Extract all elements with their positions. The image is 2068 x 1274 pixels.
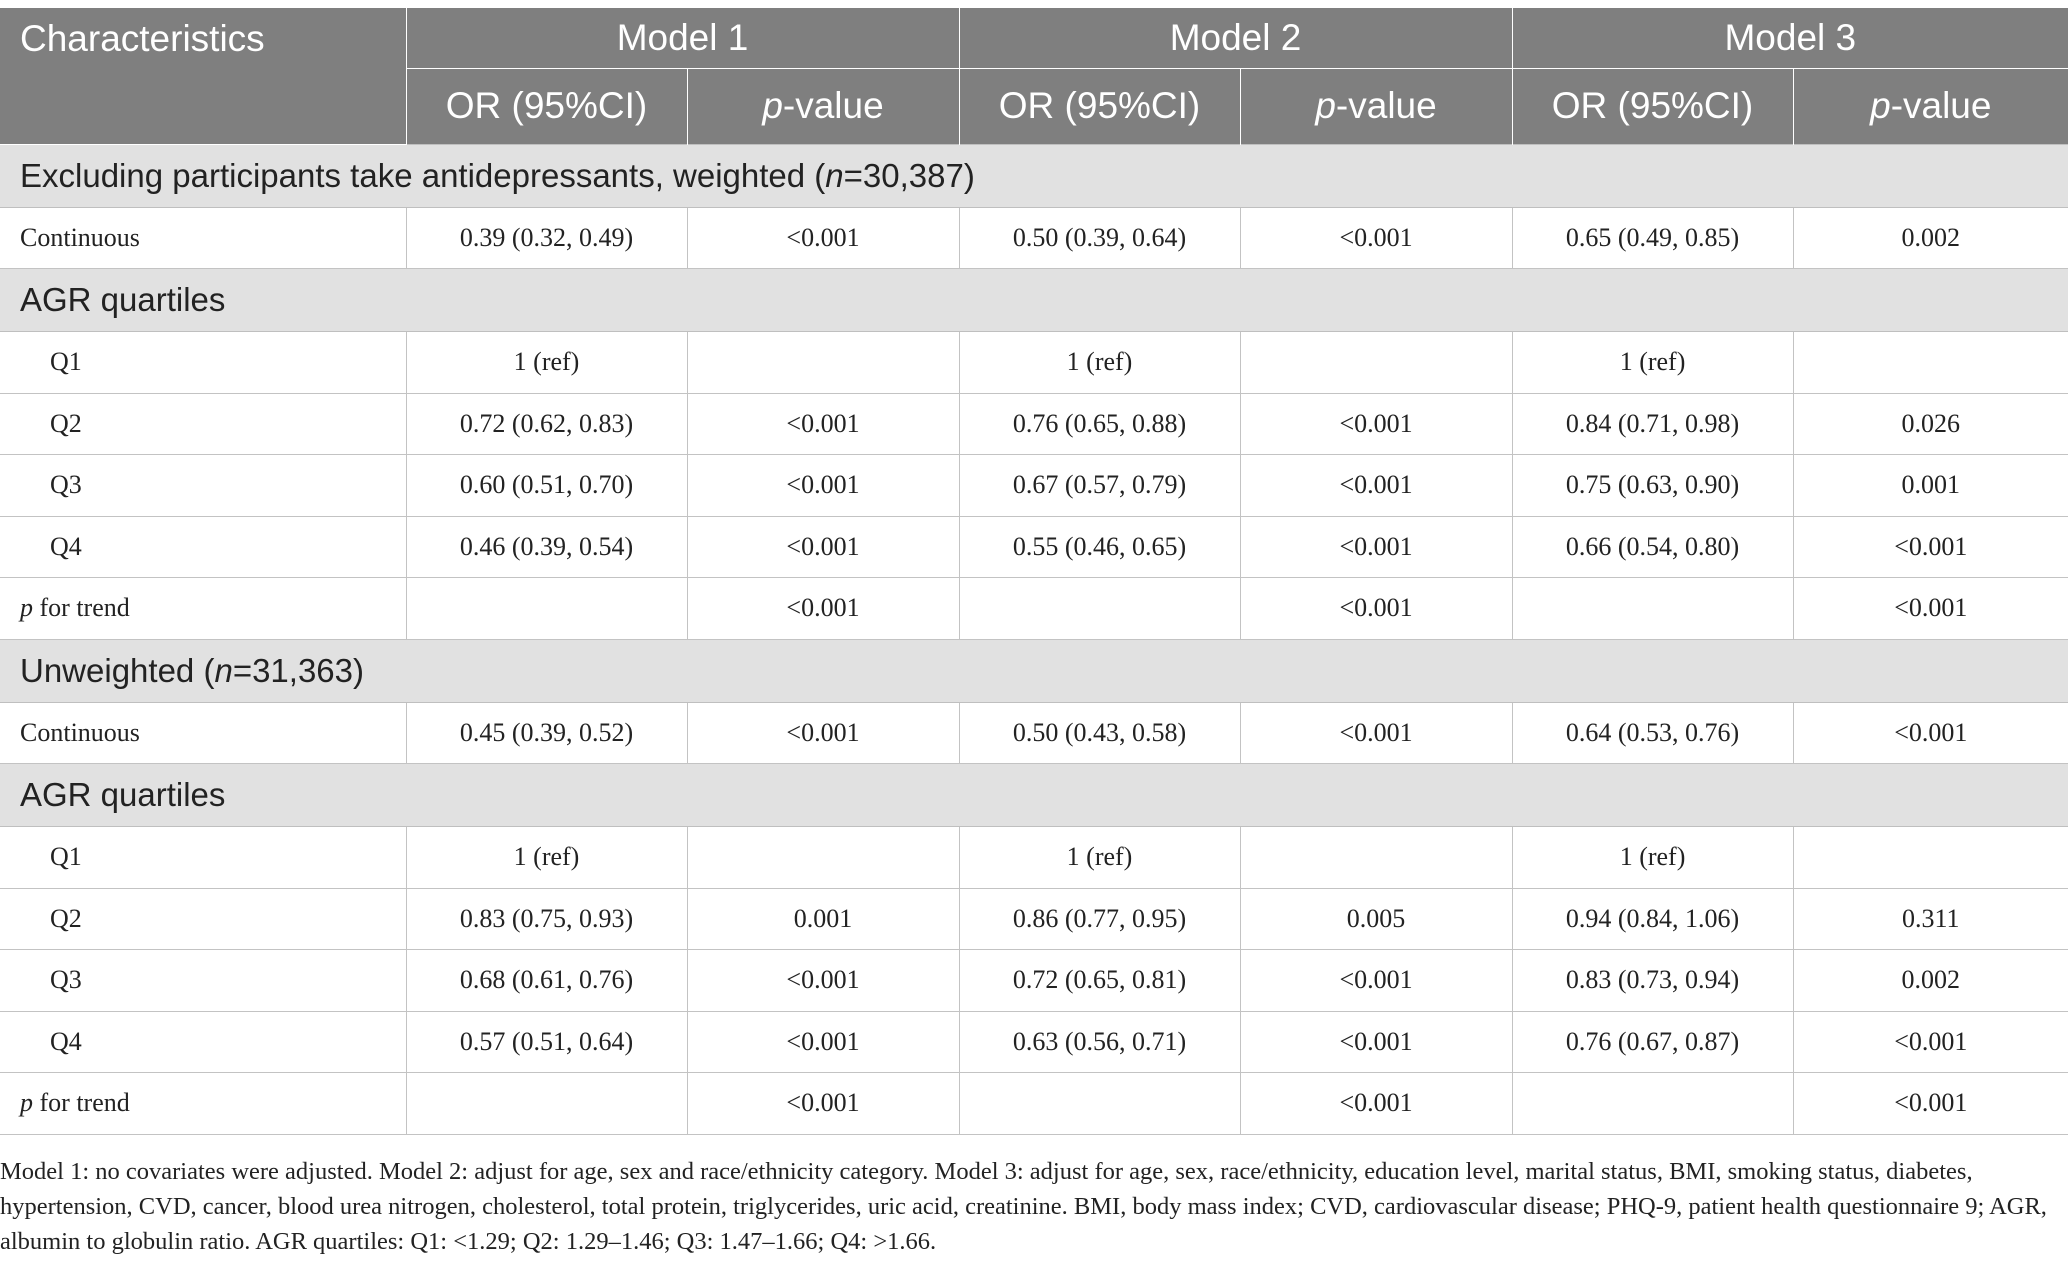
- quartiles-title: AGR quartiles: [0, 764, 2068, 827]
- table-cell: <0.001: [687, 393, 959, 455]
- p-value-header: p-value: [687, 68, 959, 144]
- table-cell: 0.64 (0.53, 0.76): [1512, 702, 1793, 764]
- table-cell: 0.84 (0.71, 0.98): [1512, 393, 1793, 455]
- table-row: [0, 888, 2068, 950]
- or-header: OR (95%CI): [406, 68, 687, 144]
- table-cell: <0.001: [687, 578, 959, 640]
- table-cell: <0.001: [687, 516, 959, 578]
- row-label: Q4: [0, 1011, 406, 1073]
- table-cell: 0.72 (0.62, 0.83): [406, 393, 687, 455]
- table-cell: 0.005: [1240, 888, 1512, 950]
- table-cell: <0.001: [1793, 702, 2068, 764]
- table-cell: 0.57 (0.51, 0.64): [406, 1011, 687, 1073]
- table-cell: 0.68 (0.61, 0.76): [406, 950, 687, 1012]
- model-1-header: Model 1: [406, 8, 959, 68]
- table-cell: <0.001: [1793, 1073, 2068, 1135]
- table-cell: 0.76 (0.67, 0.87): [1512, 1011, 1793, 1073]
- row-label: Q1: [0, 332, 406, 394]
- table-cell: [1240, 332, 1512, 394]
- table-cell: <0.001: [1240, 950, 1512, 1012]
- table-cell: 0.72 (0.65, 0.81): [959, 950, 1240, 1012]
- table-cell: <0.001: [1793, 516, 2068, 578]
- table-cell: <0.001: [1240, 1073, 1512, 1135]
- table-cell: <0.001: [1240, 516, 1512, 578]
- model-3-header: Model 3: [1512, 8, 2068, 68]
- row-label: Q1: [0, 827, 406, 889]
- table-cell: <0.001: [1240, 455, 1512, 517]
- table-cell: 1 (ref): [959, 827, 1240, 889]
- table-cell: <0.001: [1240, 1011, 1512, 1073]
- table-cell: 0.39 (0.32, 0.49): [406, 207, 687, 269]
- table-cell: <0.001: [687, 207, 959, 269]
- table-cell: 0.86 (0.77, 0.95): [959, 888, 1240, 950]
- table-row: [0, 393, 2068, 455]
- table-cell: [1512, 578, 1793, 640]
- table-cell: 0.50 (0.43, 0.58): [959, 702, 1240, 764]
- table-cell: 0.001: [1793, 455, 2068, 517]
- table-cell: [406, 578, 687, 640]
- table-row: [0, 455, 2068, 517]
- table-cell: [406, 1073, 687, 1135]
- table-cell: <0.001: [1793, 1011, 2068, 1073]
- or-header: OR (95%CI): [959, 68, 1240, 144]
- row-label: Q3: [0, 455, 406, 517]
- table-cell: <0.001: [687, 1073, 959, 1135]
- section-header-row: [0, 144, 2068, 207]
- table-cell: 0.83 (0.73, 0.94): [1512, 950, 1793, 1012]
- table-cell: <0.001: [1240, 702, 1512, 764]
- results-table: [0, 8, 2068, 1135]
- table-row: [0, 827, 2068, 889]
- table-cell: 0.55 (0.46, 0.65): [959, 516, 1240, 578]
- table-cell: 0.94 (0.84, 1.06): [1512, 888, 1793, 950]
- quartiles-header-row: [0, 269, 2068, 332]
- row-label: Continuous: [0, 207, 406, 269]
- table-cell: 0.83 (0.75, 0.93): [406, 888, 687, 950]
- table-row: [0, 516, 2068, 578]
- table-cell: [959, 1073, 1240, 1135]
- table-cell: 0.45 (0.39, 0.52): [406, 702, 687, 764]
- table-cell: <0.001: [687, 702, 959, 764]
- table-cell: 1 (ref): [1512, 827, 1793, 889]
- table-cell: 1 (ref): [1512, 332, 1793, 394]
- table-row: [0, 332, 2068, 394]
- table-footnote: Model 1: no covariates were adjusted. Model 2: adjust for age, sex and race/ethnicity category. Model 3: adjust for age, sex, race/ethnicity, education level, marital status, BMI, smoking status, diabetes, hypertension, CVD, cancer, blood urea nitrogen, cholesterol, total protein, triglycerides, uric acid, creatinine. BMI, body mass index; CVD, cardiovascular disease; PHQ-9, patient health questionnaire 9; AGR, albumin to globulin ratio. AGR quartiles: Q1: <1.29; Q2: 1.29–1.46; Q3: 1.47–1.66; Q4: >1.66.: [0, 1158, 2047, 1255]
- table-cell: [1512, 1073, 1793, 1135]
- table-cell: 0.75 (0.63, 0.90): [1512, 455, 1793, 517]
- p-value-header: p-value: [1240, 68, 1512, 144]
- table-cell: 0.026: [1793, 393, 2068, 455]
- quartiles-header-row: [0, 764, 2068, 827]
- table-cell: 1 (ref): [406, 827, 687, 889]
- model-2-header: Model 2: [959, 8, 1512, 68]
- table-cell: 0.63 (0.56, 0.71): [959, 1011, 1240, 1073]
- table-row-continuous: [0, 702, 2068, 764]
- row-label: Q4: [0, 516, 406, 578]
- table-cell: [1240, 827, 1512, 889]
- table-cell: [687, 827, 959, 889]
- table-cell: 0.001: [687, 888, 959, 950]
- section-title: Excluding participants take antidepressants, weighted (n=30,387): [0, 144, 2068, 207]
- table-cell: 0.66 (0.54, 0.80): [1512, 516, 1793, 578]
- table-cell: [687, 332, 959, 394]
- table-row-trend: [0, 1073, 2068, 1135]
- table-cell: 0.311: [1793, 888, 2068, 950]
- table-cell: 1 (ref): [406, 332, 687, 394]
- header-row-models: [0, 8, 2068, 68]
- table-cell: 0.76 (0.65, 0.88): [959, 393, 1240, 455]
- table-cell: [1793, 332, 2068, 394]
- table-row: [0, 950, 2068, 1012]
- table-cell: <0.001: [687, 455, 959, 517]
- section-header-row: [0, 639, 2068, 702]
- table-cell: 0.60 (0.51, 0.70): [406, 455, 687, 517]
- quartiles-title: AGR quartiles: [0, 269, 2068, 332]
- table-cell: [1793, 827, 2068, 889]
- row-label: Continuous: [0, 702, 406, 764]
- table-cell: 0.65 (0.49, 0.85): [1512, 207, 1793, 269]
- table-cell: 0.002: [1793, 950, 2068, 1012]
- table-cell: 0.67 (0.57, 0.79): [959, 455, 1240, 517]
- table-cell: 0.50 (0.39, 0.64): [959, 207, 1240, 269]
- characteristics-header: Characteristics: [0, 8, 406, 144]
- section-title: Unweighted (n=31,363): [0, 639, 2068, 702]
- table-body: [0, 144, 2068, 1134]
- table-row-trend: [0, 578, 2068, 640]
- table-cell: <0.001: [1240, 207, 1512, 269]
- table-cell: <0.001: [687, 1011, 959, 1073]
- row-label: p for trend: [0, 578, 406, 640]
- table-cell: <0.001: [1793, 578, 2068, 640]
- table-cell: [959, 578, 1240, 640]
- p-value-header: p-value: [1793, 68, 2068, 144]
- table-row: [0, 1011, 2068, 1073]
- row-label: Q3: [0, 950, 406, 1012]
- table-cell: 1 (ref): [959, 332, 1240, 394]
- table-cell: <0.001: [1240, 578, 1512, 640]
- row-label: Q2: [0, 888, 406, 950]
- table-cell: 0.46 (0.39, 0.54): [406, 516, 687, 578]
- table-cell: 0.002: [1793, 207, 2068, 269]
- row-label: p for trend: [0, 1073, 406, 1135]
- table-row-continuous: [0, 207, 2068, 269]
- table-cell: <0.001: [1240, 393, 1512, 455]
- row-label: Q2: [0, 393, 406, 455]
- table-cell: <0.001: [687, 950, 959, 1012]
- or-header: OR (95%CI): [1512, 68, 1793, 144]
